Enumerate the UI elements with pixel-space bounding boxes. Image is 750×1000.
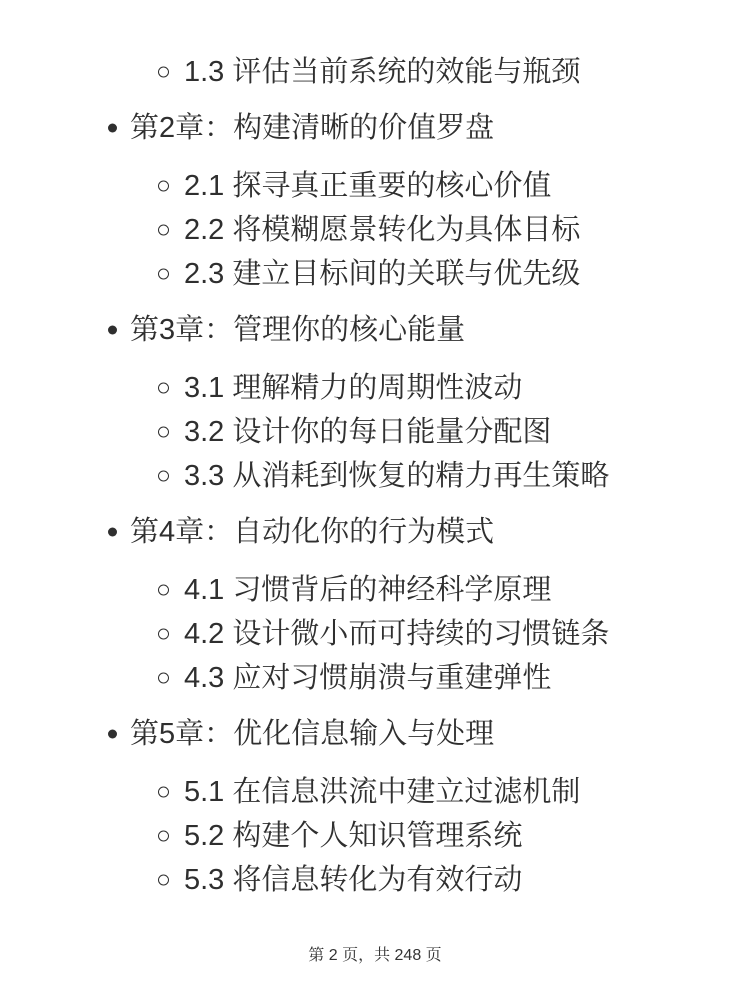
toc-section-title: 5.2 构建个人知识管理系统 xyxy=(184,820,523,852)
circle-bullet-icon xyxy=(158,831,169,842)
circle-bullet-icon xyxy=(158,383,169,394)
toc-chapter-group xyxy=(0,712,750,902)
toc-section-item xyxy=(0,770,750,814)
toc-section-item xyxy=(0,858,750,902)
page-number-indicator: 第 2 页，共 248 页 xyxy=(308,947,442,964)
disc-bullet-icon xyxy=(108,326,117,335)
toc-chapter-title: 第5章：优化信息输入与处理 xyxy=(130,718,495,750)
toc-section-item xyxy=(0,410,750,454)
toc-section-title: 2.2 将模糊愿景转化为具体目标 xyxy=(184,214,581,246)
toc-section-item xyxy=(0,366,750,410)
toc-chapter-title: 第4章：自动化你的行为模式 xyxy=(130,516,495,548)
circle-bullet-icon xyxy=(158,427,169,438)
toc-chapter-item xyxy=(0,308,750,352)
toc-chapter-group xyxy=(0,106,750,296)
toc-chapter-title: 第3章：管理你的核心能量 xyxy=(130,314,466,346)
circle-bullet-icon xyxy=(158,471,169,482)
circle-bullet-icon xyxy=(158,787,169,798)
toc-section-title: 4.2 设计微小而可持续的习惯链条 xyxy=(184,618,610,650)
toc-chapter-group xyxy=(0,510,750,700)
toc-section-item xyxy=(0,164,750,208)
disc-bullet-icon xyxy=(108,528,117,537)
toc-chapter-group xyxy=(0,308,750,498)
toc-section-title: 3.3 从消耗到恢复的精力再生策略 xyxy=(184,460,610,492)
toc-section-item xyxy=(0,814,750,858)
circle-bullet-icon xyxy=(158,673,169,684)
circle-bullet-icon xyxy=(158,629,169,640)
toc-section-title: 3.1 理解精力的周期性波动 xyxy=(184,372,523,404)
circle-bullet-icon xyxy=(158,181,169,192)
toc-section-item xyxy=(0,252,750,296)
disc-bullet-icon xyxy=(108,124,117,133)
toc-section-title: 3.2 设计你的每日能量分配图 xyxy=(184,416,552,448)
toc-section-title: 4.3 应对习惯崩溃与重建弹性 xyxy=(184,662,552,694)
circle-bullet-icon xyxy=(158,67,169,78)
toc-section-title: 2.3 建立目标间的关联与优先级 xyxy=(184,258,581,290)
toc-section-item xyxy=(0,454,750,498)
toc-section-item xyxy=(0,50,750,94)
toc-section-item xyxy=(0,568,750,612)
circle-bullet-icon xyxy=(158,875,169,886)
toc-chapter-item xyxy=(0,712,750,756)
toc-chapter-item xyxy=(0,510,750,554)
circle-bullet-icon xyxy=(158,585,169,596)
toc-section-title: 5.1 在信息洪流中建立过滤机制 xyxy=(184,776,581,808)
toc-section-title: 5.3 将信息转化为有效行动 xyxy=(184,864,523,896)
toc-chapter-item xyxy=(0,106,750,150)
circle-bullet-icon xyxy=(158,225,169,236)
toc-section-title: 1.3 评估当前系统的效能与瓶颈 xyxy=(184,56,581,88)
toc-section-item xyxy=(0,612,750,656)
toc-section-title: 2.1 探寻真正重要的核心价值 xyxy=(184,170,552,202)
toc-section-title: 4.1 习惯背后的神经科学原理 xyxy=(184,574,552,606)
disc-bullet-icon xyxy=(108,730,117,739)
circle-bullet-icon xyxy=(158,269,169,280)
toc-chapter-title: 第2章：构建清晰的价值罗盘 xyxy=(130,112,495,144)
toc-section-item xyxy=(0,656,750,700)
toc-section-item xyxy=(0,208,750,252)
